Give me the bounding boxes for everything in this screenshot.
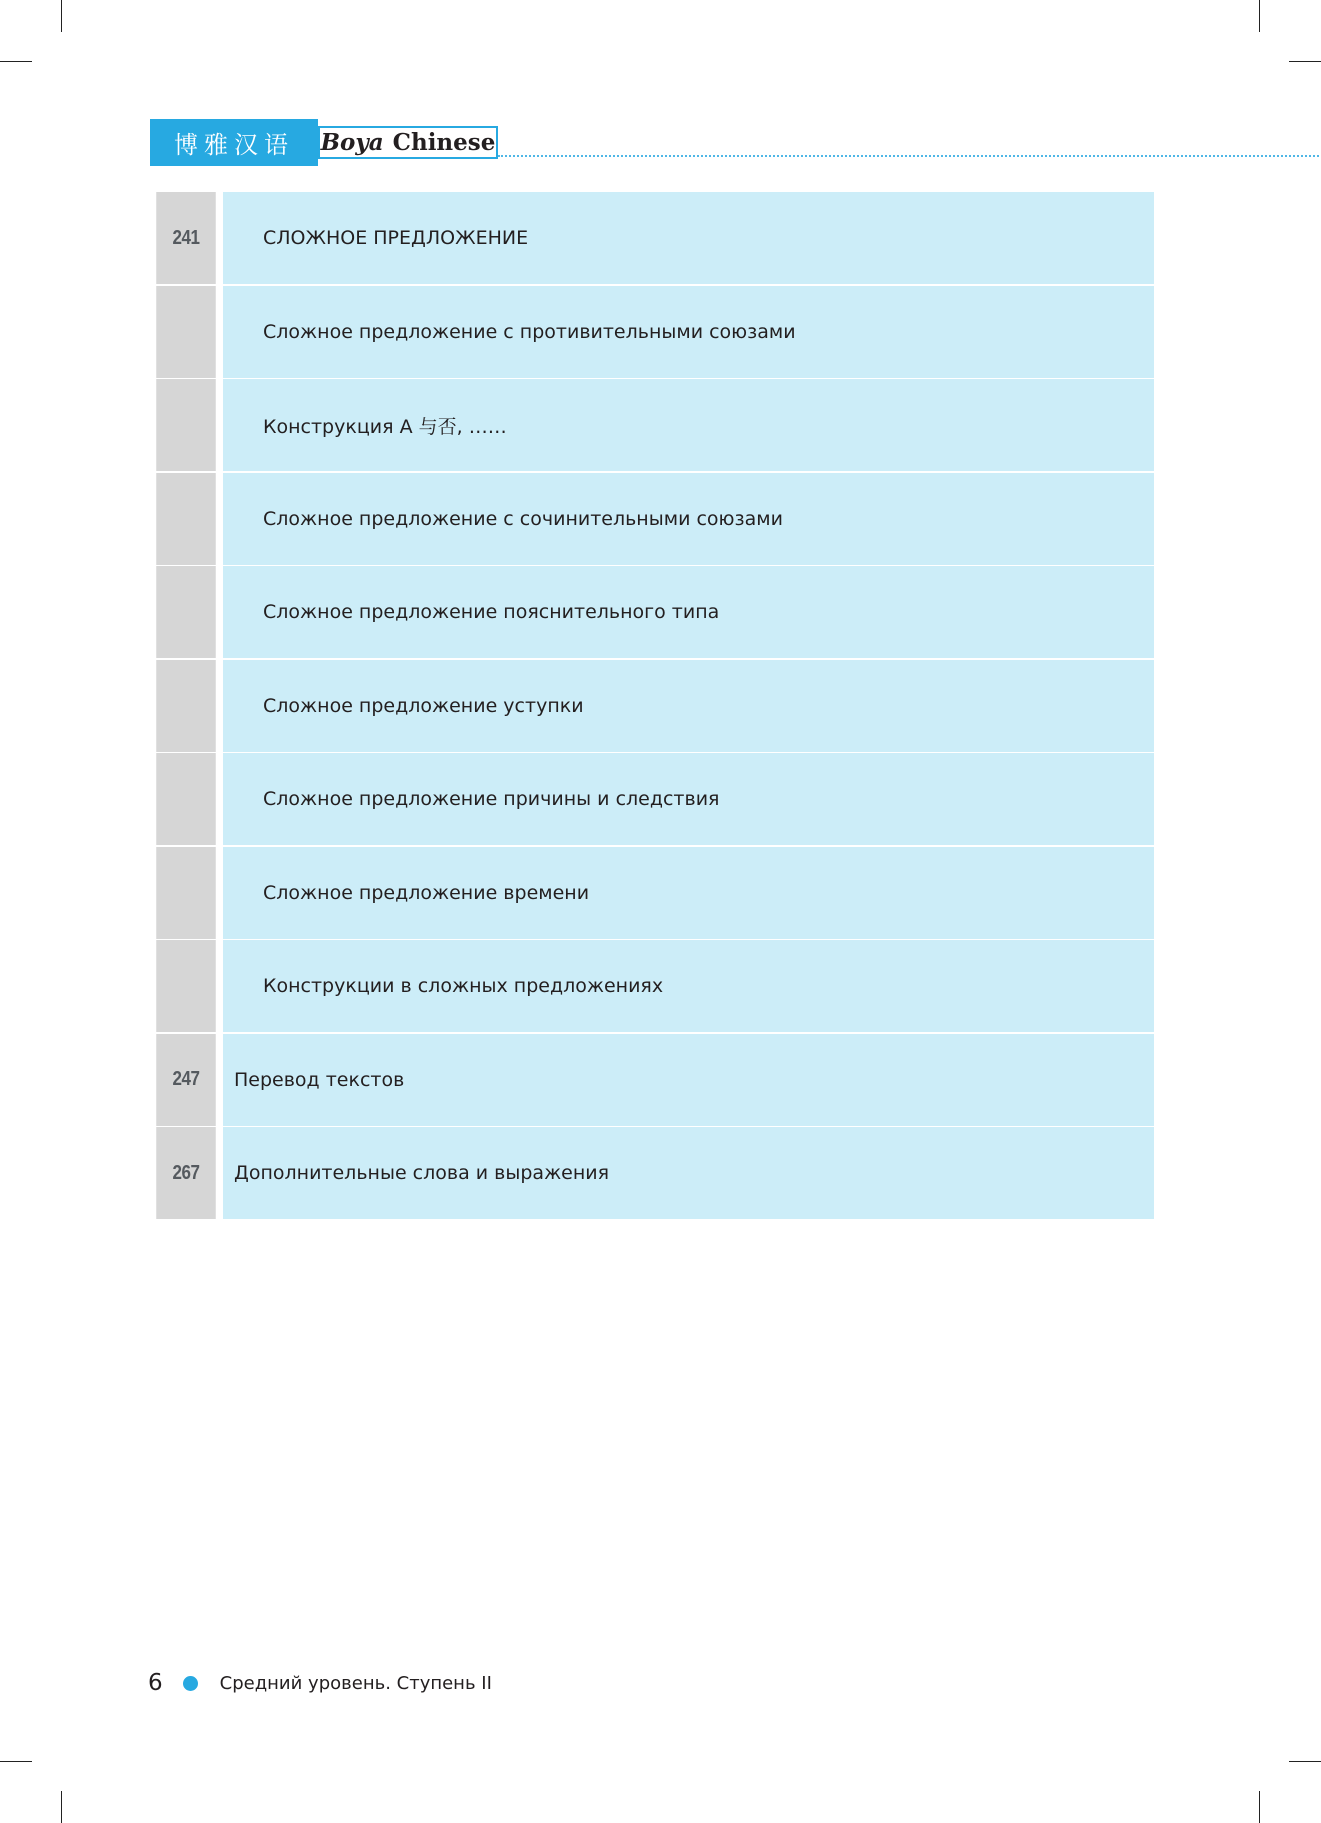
toc-page-number <box>156 473 216 565</box>
toc-page-number: 267 <box>156 1127 216 1219</box>
toc-row <box>151 660 1154 752</box>
toc-page-number <box>156 566 216 658</box>
bullet-dot-icon <box>183 1676 198 1691</box>
crop-mark <box>1289 61 1321 62</box>
toc-page-number <box>156 753 216 845</box>
toc-row <box>151 940 1154 1032</box>
page-number: 6 <box>148 1670 163 1696</box>
toc-page-number <box>156 940 216 1032</box>
toc-page-number <box>156 379 216 471</box>
toc-page-number <box>156 660 216 752</box>
toc-row <box>151 566 1154 658</box>
running-header <box>150 119 1290 166</box>
page-footer <box>148 1668 492 1698</box>
crop-mark <box>1289 1761 1321 1762</box>
logo-english-bold: Chinese <box>392 129 496 156</box>
toc-row <box>151 1034 1154 1126</box>
logo-chinese: 博雅汉语 <box>150 119 318 166</box>
toc-entry-title: Сложное предложение с противительными союзами <box>223 286 1154 378</box>
toc-entry-title: СЛОЖНОЕ ПРЕДЛОЖЕНИЕ <box>223 192 1154 284</box>
crop-mark <box>1259 1791 1260 1823</box>
toc-row <box>151 753 1154 845</box>
crop-mark <box>61 1791 62 1823</box>
toc-page-number: 241 <box>156 192 216 284</box>
toc-row <box>151 286 1154 378</box>
logo-english-italic: Boya <box>320 129 384 156</box>
crop-mark <box>1259 0 1260 32</box>
toc-row <box>151 192 1154 284</box>
logo-english <box>318 126 498 159</box>
toc-row <box>151 473 1154 565</box>
toc-row <box>151 379 1154 471</box>
toc-entry-title: Сложное предложение пояснительного типа <box>223 566 1154 658</box>
toc-page-number: 247 <box>156 1034 216 1126</box>
toc-page-number <box>156 286 216 378</box>
contents-table <box>151 192 1154 1221</box>
book-title: Средний уровень. Ступень II <box>219 1672 492 1694</box>
toc-entry-title: Сложное предложение уступки <box>223 660 1154 752</box>
crop-mark <box>61 0 62 32</box>
toc-entry-title: Сложное предложение с сочинительными союзами <box>223 473 1154 565</box>
toc-entry-title: Конструкция А 与否, …… <box>223 379 1154 471</box>
toc-entry-title: Перевод текстов <box>223 1034 1154 1126</box>
toc-row <box>151 847 1154 939</box>
crop-mark <box>0 1761 32 1762</box>
header-dotted-rule <box>498 155 1321 157</box>
toc-page-number <box>156 847 216 939</box>
toc-entry-title: Сложное предложение времени <box>223 847 1154 939</box>
toc-entry-title: Конструкции в сложных предложениях <box>223 940 1154 1032</box>
toc-entry-title: Сложное предложение причины и следствия <box>223 753 1154 845</box>
toc-entry-title: Дополнительные слова и выражения <box>223 1127 1154 1219</box>
toc-row <box>151 1127 1154 1219</box>
crop-mark <box>0 61 32 62</box>
